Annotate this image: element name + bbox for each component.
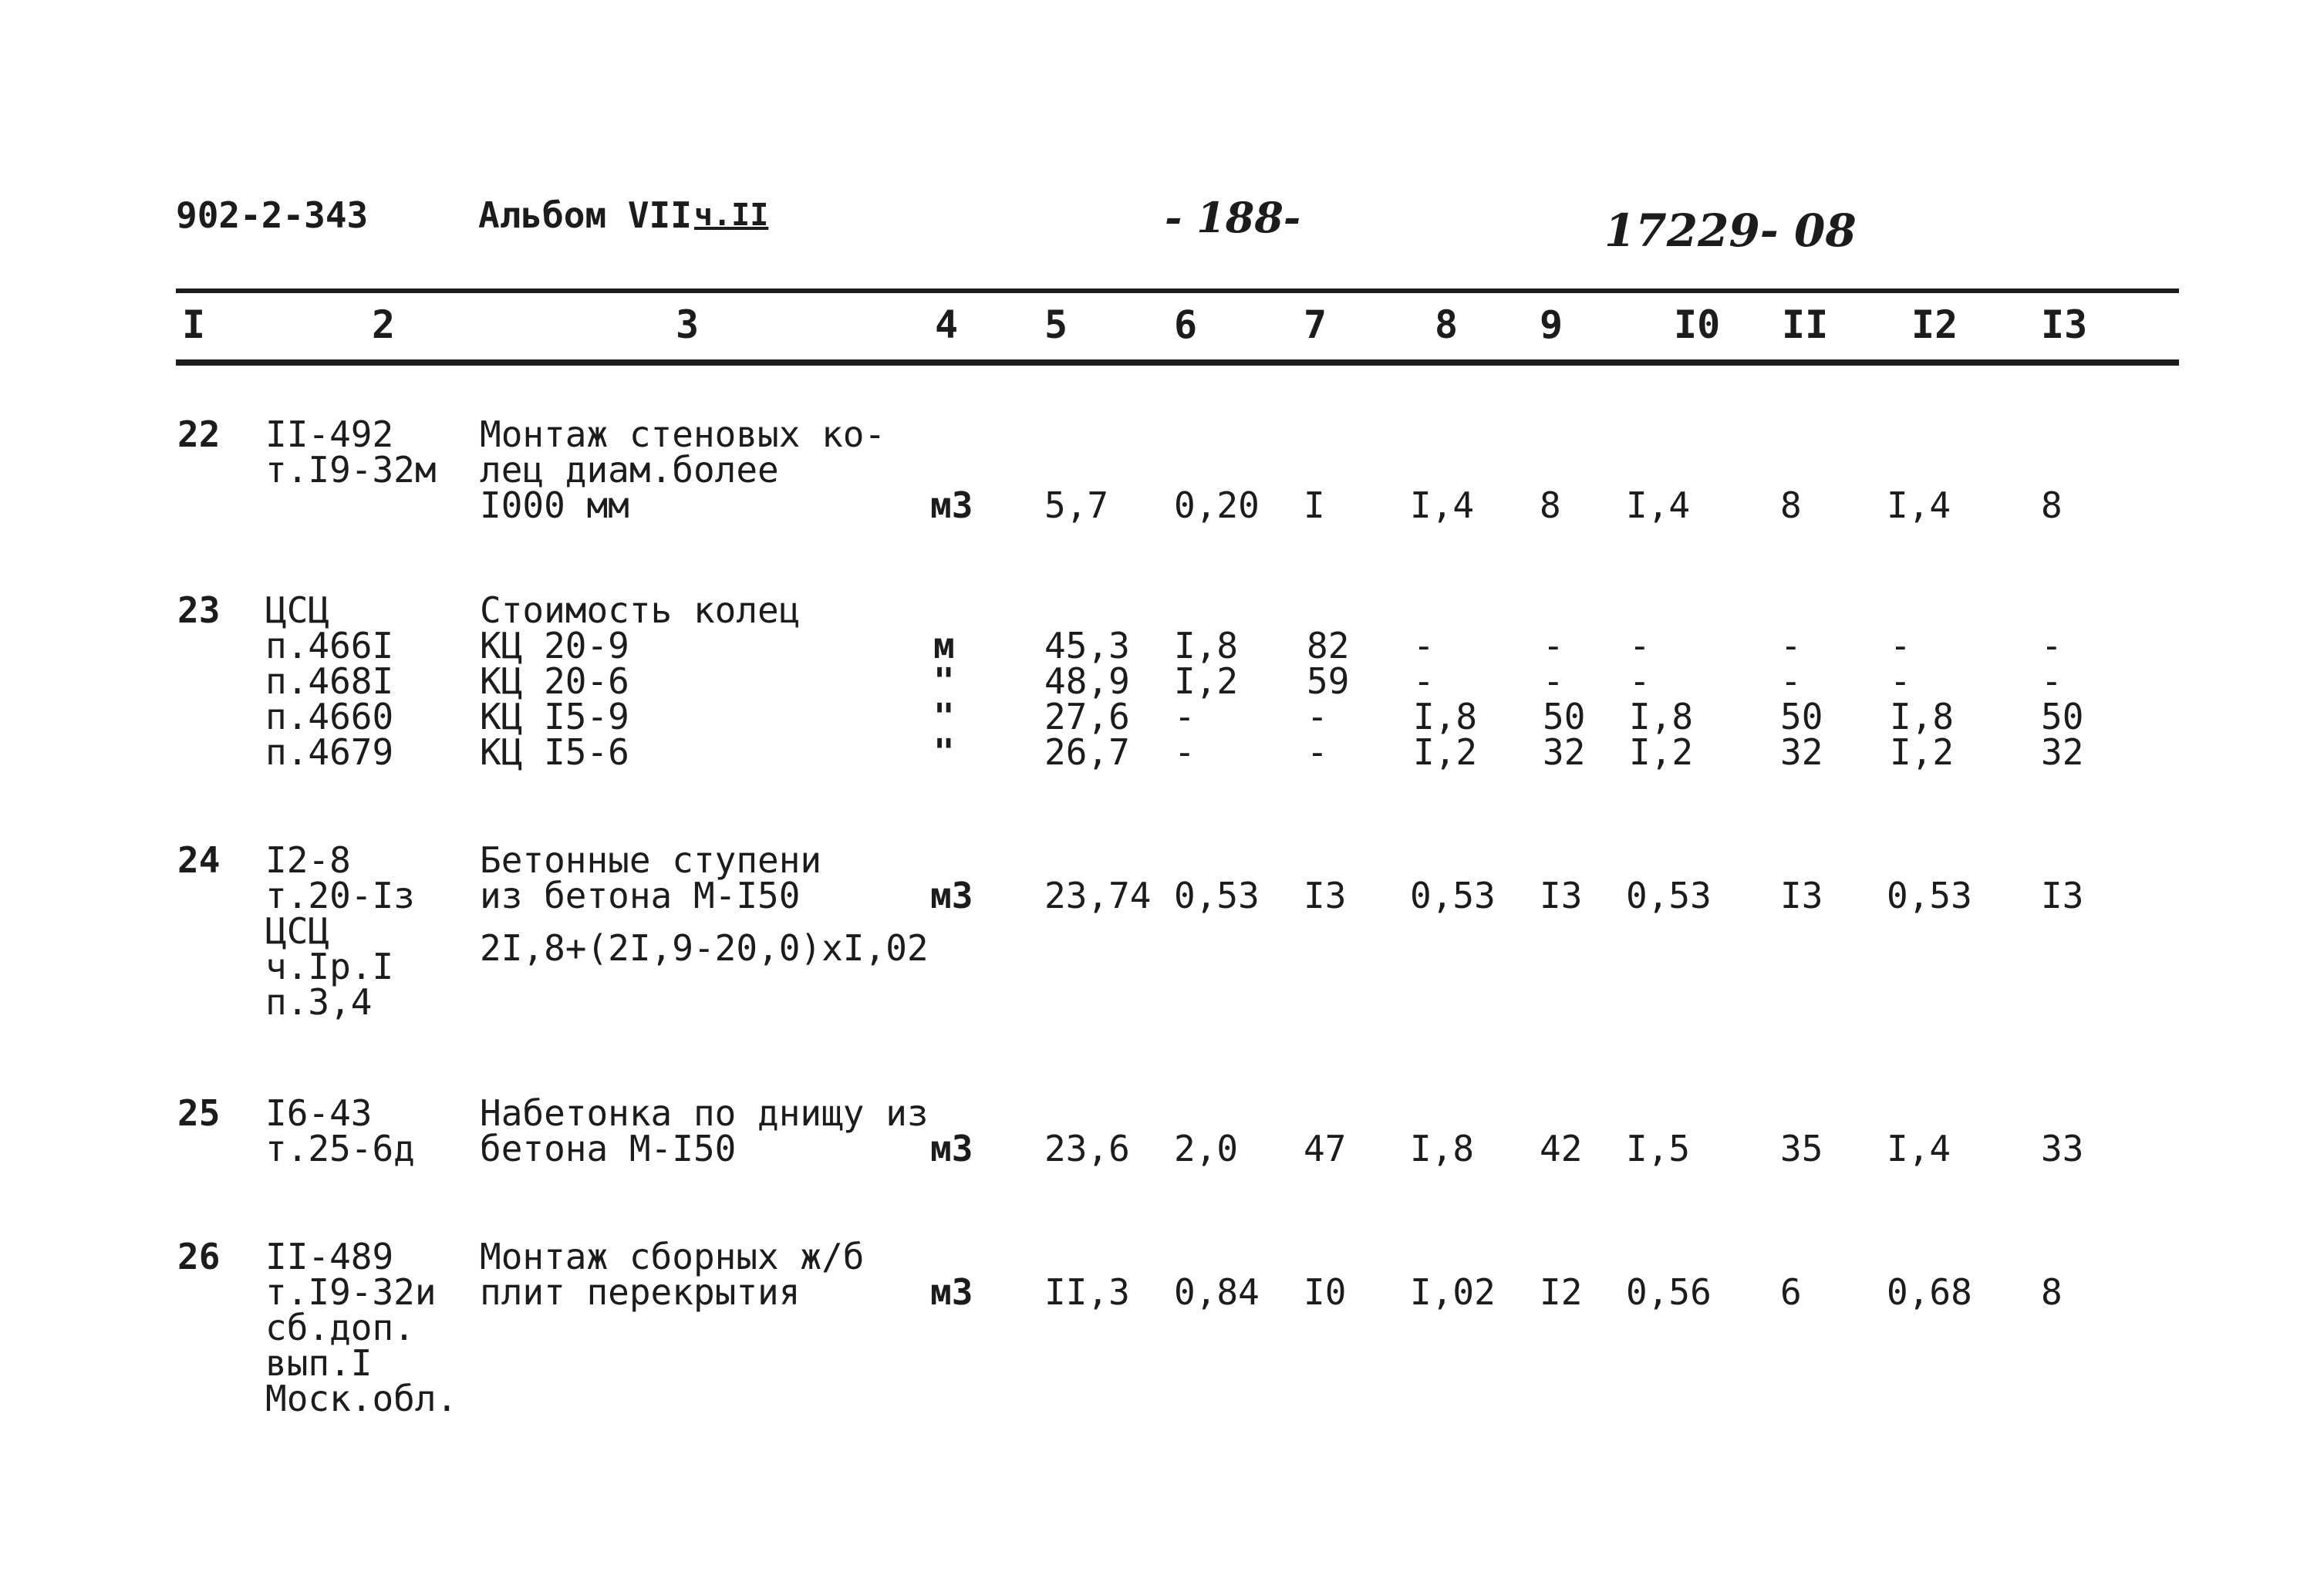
code-line: ч.Iр.I: [265, 946, 394, 987]
value-col9: I3: [1540, 875, 1583, 916]
cell-value: I,8: [1890, 696, 1955, 737]
value-col8: I,8: [1410, 1128, 1475, 1169]
unit: м3: [930, 1128, 973, 1169]
cell-value: I,2: [1629, 731, 1694, 773]
value-col5: 23,74: [1044, 875, 1152, 916]
page-number: - 188-: [1165, 193, 1301, 242]
cell-value: -: [2041, 660, 2063, 702]
value-col9: [1543, 625, 1586, 773]
column-header: I3: [2041, 302, 2088, 347]
code-line: т.25-6д: [265, 1128, 415, 1169]
quantity-formula: 2I,8+(2I,9-20,0)xI,02: [480, 927, 929, 969]
value-col8: [1413, 625, 1478, 773]
unit: ": [933, 660, 955, 702]
album-label: Альбом VII: [478, 194, 692, 236]
value-col9: 42: [1540, 1128, 1583, 1169]
unit: м: [933, 625, 955, 666]
work-description: [480, 839, 822, 916]
code-line: Моск.обл.: [265, 1378, 458, 1419]
cell-value: -: [1629, 660, 1651, 702]
value-col6: 2,0: [1174, 1128, 1239, 1169]
row-number: 26: [177, 1236, 221, 1277]
value-col11: 8: [1780, 484, 1802, 526]
row-number: 24: [177, 839, 221, 881]
cell-value: -: [1780, 660, 1802, 702]
cell-value: 27,6: [1044, 696, 1130, 737]
cell-value: -: [2041, 625, 2063, 666]
norm-code: [265, 839, 415, 1023]
description-line: бетона М-I50: [480, 1128, 737, 1169]
unit: ": [933, 696, 955, 737]
document-number: 17229- 08: [1604, 204, 1857, 257]
code-line: I6-43: [265, 1092, 373, 1134]
document-code: 902-2-343: [176, 194, 369, 236]
code-line: сб.доп.: [265, 1307, 415, 1348]
column-header: I: [182, 302, 206, 347]
part-label: ч.II: [694, 197, 769, 233]
value-col5: II,3: [1044, 1271, 1130, 1313]
code-line: II-492: [265, 413, 394, 455]
value-col5: 5,7: [1044, 484, 1109, 526]
value-col12: I,4: [1887, 1128, 1951, 1169]
value-col7: I3: [1304, 875, 1347, 916]
norm-code: [265, 1092, 415, 1169]
description-line: плит перекрытия: [480, 1271, 801, 1313]
description-line: из бетона М-I50: [480, 875, 801, 916]
value-col5: [1044, 625, 1130, 773]
cell-value: I,8: [1629, 696, 1694, 737]
column-header: 6: [1174, 302, 1198, 347]
code-line: п.466I: [265, 625, 394, 666]
column-header: 3: [676, 302, 700, 347]
cell-value: -: [1543, 660, 1564, 702]
unit-column: [933, 625, 955, 773]
code-line: п.4679: [265, 731, 394, 773]
column-header: 8: [1435, 302, 1459, 347]
row-number: 22: [177, 413, 221, 455]
code-line: т.I9-32м: [265, 449, 437, 491]
cell-value: -: [1174, 696, 1196, 737]
work-description: [480, 589, 801, 773]
value-col12: [1890, 625, 1955, 773]
code-line: вып.I: [265, 1342, 373, 1384]
value-col11: [1780, 625, 1823, 773]
value-col10: 0,56: [1626, 1271, 1712, 1313]
cell-value: -: [1413, 660, 1435, 702]
row-number: 25: [177, 1092, 221, 1134]
value-col10: 0,53: [1626, 875, 1712, 916]
cell-value: I,2: [1174, 660, 1239, 702]
cell-value: -: [1890, 625, 1911, 666]
cell-value: 32: [1780, 731, 1823, 773]
description-line: Монтаж сборных ж/б: [480, 1236, 865, 1277]
unit: ": [933, 731, 955, 773]
cell-value: 45,3: [1044, 625, 1130, 666]
row-number: 23: [177, 589, 221, 631]
cell-value: -: [1890, 660, 1911, 702]
cell-value: 48,9: [1044, 660, 1130, 702]
work-description: [480, 1092, 929, 1169]
value-col7: I0: [1304, 1271, 1347, 1313]
value-col5: 23,6: [1044, 1128, 1130, 1169]
value-col8: I,4: [1410, 484, 1475, 526]
column-header: 5: [1044, 302, 1068, 347]
cell-value: 59: [1307, 660, 1350, 702]
code-line: т.I9-32и: [265, 1271, 437, 1313]
cell-value: I,2: [1890, 731, 1955, 773]
unit: м3: [930, 484, 973, 526]
description-line: КЦ 20-9: [480, 625, 629, 666]
column-header: 7: [1304, 302, 1327, 347]
column-header: II: [1782, 302, 1829, 347]
description-line: КЦ I5-9: [480, 696, 629, 737]
cell-value: 82: [1307, 625, 1350, 666]
description-line: КЦ I5-6: [480, 731, 629, 773]
cell-value: -: [1413, 625, 1435, 666]
cell-value: 32: [2041, 731, 2084, 773]
cell-value: I,2: [1413, 731, 1478, 773]
unit: м3: [930, 1271, 973, 1313]
value-col12: I,4: [1887, 484, 1951, 526]
column-header: 4: [935, 302, 959, 347]
value-col10: I,4: [1626, 484, 1691, 526]
value-col7: 47: [1304, 1128, 1347, 1169]
norm-code: [265, 589, 394, 773]
value-col10: I,5: [1626, 1128, 1691, 1169]
code-line: п.4660: [265, 696, 394, 737]
norm-code: [265, 1236, 458, 1419]
code-line: II-489: [265, 1236, 394, 1277]
value-col6: [1174, 625, 1239, 773]
cell-value: -: [1307, 731, 1328, 773]
value-col8: 0,53: [1410, 875, 1496, 916]
value-col6: 0,20: [1174, 484, 1260, 526]
cell-value: 50: [1780, 696, 1823, 737]
value-col6: 0,84: [1174, 1271, 1260, 1313]
value-col13: I3: [2041, 875, 2084, 916]
value-col11: 35: [1780, 1128, 1823, 1169]
column-header: 2: [372, 302, 396, 347]
value-col7: I: [1304, 484, 1325, 526]
value-col13: 8: [2041, 484, 2063, 526]
unit: м3: [930, 875, 973, 916]
code-line: ЦСЦ: [265, 589, 330, 631]
cell-value: -: [1780, 625, 1802, 666]
header-bottom-rule: [176, 359, 2179, 366]
value-col8: I,02: [1410, 1271, 1496, 1313]
value-col7: [1307, 625, 1350, 773]
value-col6: 0,53: [1174, 875, 1260, 916]
cell-value: -: [1543, 625, 1564, 666]
description-line: I000 мм: [480, 484, 629, 526]
cell-value: 26,7: [1044, 731, 1130, 773]
work-description: [480, 413, 886, 526]
cell-value: 32: [1543, 731, 1586, 773]
norm-code: [265, 413, 437, 491]
value-col9: 8: [1540, 484, 1561, 526]
column-header: I2: [1911, 302, 1958, 347]
top-rule: [176, 288, 2179, 293]
description-line: Набетонка по днищу из: [480, 1092, 929, 1134]
value-col13: 33: [2041, 1128, 2084, 1169]
value-col10: [1629, 625, 1694, 773]
value-col12: 0,53: [1887, 875, 1972, 916]
code-line: I2-8: [265, 839, 351, 881]
cell-value: I,8: [1413, 696, 1478, 737]
value-col11: I3: [1780, 875, 1823, 916]
column-header: I0: [1674, 302, 1721, 347]
cell-value: -: [1307, 696, 1328, 737]
description-line: лец диам.более: [480, 449, 779, 491]
cell-value: -: [1174, 731, 1196, 773]
code-line: т.20-Iз: [265, 875, 415, 916]
description-line: Монтаж стеновых ко-: [480, 413, 886, 455]
cell-value: 50: [1543, 696, 1586, 737]
code-line: п.3,4: [265, 981, 373, 1023]
value-col11: 6: [1780, 1271, 1802, 1313]
description-title: Стоимость колец: [480, 589, 801, 631]
value-col13: 8: [2041, 1271, 2063, 1313]
description-line: КЦ 20-6: [480, 660, 629, 702]
description-line: Бетонные ступени: [480, 839, 822, 881]
value-col13: [2041, 625, 2084, 773]
cell-value: I,8: [1174, 625, 1239, 666]
value-col9: I2: [1540, 1271, 1583, 1313]
cell-value: 50: [2041, 696, 2084, 737]
value-col12: 0,68: [1887, 1271, 1972, 1313]
cell-value: -: [1629, 625, 1651, 666]
code-line: ЦСЦ: [265, 910, 330, 952]
work-description: [480, 1236, 865, 1313]
code-line: п.468I: [265, 660, 394, 702]
column-header: 9: [1540, 302, 1563, 347]
